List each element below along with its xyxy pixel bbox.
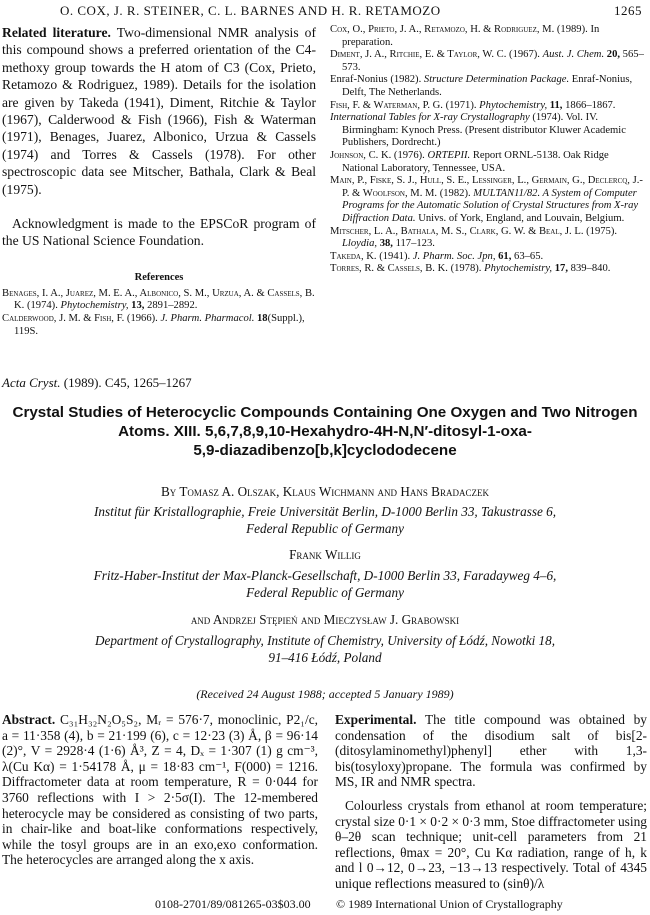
reference-item: Takeda, K. (1941). J. Pharm. Soc. Jpn, 61, 63–65. [330,250,544,262]
title-line: Crystal Studies of Heterocyclic Compounds Containing One Oxygen and Two Nitrogen [12,404,638,421]
page-number: 1265 [614,3,642,18]
reference-item: Main, P., Fiske, S. J., Hull, S. E., Lessinger, L., Germain, G., Declercq, J.-P. & Woolfson, M. M. (1982). MULTAN11/82. A System of Computer Programs for the Automatic Solution of Crystal Structures from X-ray Diffraction Data. Univs. of York, England, and Louvain, Belgium. [330,175,643,224]
related-literature-text: Two-dimensional NMR analysis of this compound shows a preferred orientation of the C4-methoxy group towards the H atom of C3 (Cox, Prieto, Retamozo & Rodriguez, 1989). Details for the isolation are given by Takeda (1941), Diment, Ritchie & Taylor (1967), Calderwood & Fish (1966), Fish & Waterman (1971), Benages, Juarez, Albonico, Urzua & Cassels (1974) and Torres & Cassels (1978). For other spectroscopic data see Mitscher, Bathala, Clark & Beal (1975). [2,25,317,197]
affiliation-3-line-2: 91–416 Łódź, Poland [268,650,382,665]
experimental-heading: Experimental. [335,712,417,727]
byline-authors-3: and Andrzej Stępień and Mieczysław J. Grabowski [190,612,460,627]
article-title [0,403,650,460]
reference-item: Johnson, C. K. (1976). ORTEPII. Report ORNL-5138. Oak Ridge National Laboratory, Tennessee, USA. [330,149,609,174]
running-header [0,3,650,19]
affiliation-2-line-2: Federal Republic of Germany [246,585,404,600]
related-literature-heading: Related literature. [2,25,111,40]
abstract-text: C₃₁H₃₂N₂O₅S₂, Mᵣ = 576·7, monoclinic, P2₁/c, a = 11·358 (4), b = 21·199 (6), c = 12·23 (3) Å, β = 96·14 (2)°, V = 2928·4 (1·6) Å³, Z = 4, Dₓ = 1·307 (1) g cm⁻³, λ(Cu Kα) = 1·54178 Å, μ = 18·83 cm⁻¹, F(000) = 1216. Diffractometer data at room temperature, R = 0·044 for 3760 reflections with I > 2·5σ(I). The 12-membered heterocycle may be considered as consisting of two parts, in chair-like and boat-like conformations respectively, while the tosyl groups are in an exo,exo conformation. The heterocycles are arranged along the x axis. [2,712,318,868]
received-dates: (Received 24 August 1988; accepted 5 January 1989) [196,687,454,701]
experimental-column [335,712,647,892]
journal-citation: Acta Cryst. (1989). C45, 1265–1267 [2,375,192,390]
affiliation-3-line-1: Department of Crystallography, Institute of Chemistry, University of Łódź, Nowotki 18, [94,633,556,648]
abstract-column [2,712,318,868]
affiliation-1-line-2: Federal Republic of Germany [246,521,404,536]
experimental-paragraph-1 [335,712,647,790]
previous-article-references-right [330,24,646,276]
experimental-paragraph-2: Colourless crystals from ethanol at room temperature; crystal size 0·1 × 0·2 × 0·3 mm, Stoe diffractometer using θ–2θ scan technique; unit-cell parameters from 21 reflections, θmax = 20°, Cu Kα radiation, range of h, k and l 0→12, 0→23, −13→13 respectively. Total of 4345 unique reflections measured to (sinθ)/λ [335,797,647,891]
previous-article-left-column [2,24,316,338]
footer-copyright: © 1989 International Union of Crystallography [336,897,563,911]
affiliation-2-line-1: Fritz-Haber-Institut der Max-Planck-Gesellschaft, D-1000 Berlin 33, Faradayweg 4–6, [93,568,557,583]
reference-item: Diment, J. A., Ritchie, E. & Taylor, W. C. (1967). Aust. J. Chem. 20, 565–573. [330,49,644,73]
reference-item: Mitscher, L. A., Bathala, M. S., Clark, G. W. & Beal, J. L. (1975). Lloydia, 38, 117–123. [330,225,618,250]
reference-item: Enraf-Nonius (1982). Structure Determination Package. Enraf-Nonius, Delft, The Netherlands. [330,74,633,98]
title-line: Atoms. XIII. 5,6,7,8,9,10-Hexahydro-4H-N,N′-ditosyl-1-oxa- [118,423,532,440]
related-literature-paragraph [2,24,316,198]
byline-authors-2: Frank Willig [289,547,361,562]
abstract-heading: Abstract. [2,712,56,727]
reference-item: Cox, O., Prieto, J. A., Retamozo, H. & Rodriguez, M. (1989). In preparation. [330,24,600,48]
references-heading: References [134,271,184,283]
abstract-paragraph [2,712,318,868]
title-line: 5,9-diazadibenzo[b,k]cyclododecene [193,442,457,459]
reference-item: Benages, I. A., Juarez, M. E. A., Albonico, S. M., Urzua, A. & Cassels, B. K. (1974). Phytochemistry, 13, 2891–2892. [2,287,315,312]
reference-item: Torres, R. & Cassels, B. K. (1978). Phytochemistry, 17, 839–840. [330,263,611,275]
running-header-authors: O. COX, J. R. STEINER, C. L. BARNES AND H. R. RETAMOZO [60,3,441,18]
byline-authors-1: By Tomasz A. Olszak, Klaus Wichmann and Hans Bradaczek [161,484,489,499]
footer-code: 0108-2701/89/081265-03$03.00 [155,897,311,911]
acknowledgment-paragraph: Acknowledgment is made to the EPSCoR program of the US National Science Foundation. [2,216,316,249]
reference-item: International Tables for X-ray Crystallography (1974). Vol. IV. Birmingham: Kynoch Press. (Present distributor Kluwer Academic Publishers, Dordrecht.) [330,112,626,149]
experimental-text-1: The title compound was obtained by condensation of the disodium salt of bis[2-(ditosylaminomethyl)phenyl] ether with 1,3-bis(tosyloxy)propane. The formula was confirmed by MS, IR and NMR spectra. [335,712,647,790]
reference-item: Calderwood, J. M. & Fish, F. (1966). J. Pharm. Pharmacol. 18(Suppl.), 119S. [2,313,305,337]
reference-item: Fish, F. & Waterman, P. G. (1971). Phytochemistry, 11, 1866–1867. [330,99,616,111]
affiliation-1-line-1: Institut für Kristallographie, Freie Universität Berlin, D-1000 Berlin 33, Takustrasse 6, [93,504,557,519]
